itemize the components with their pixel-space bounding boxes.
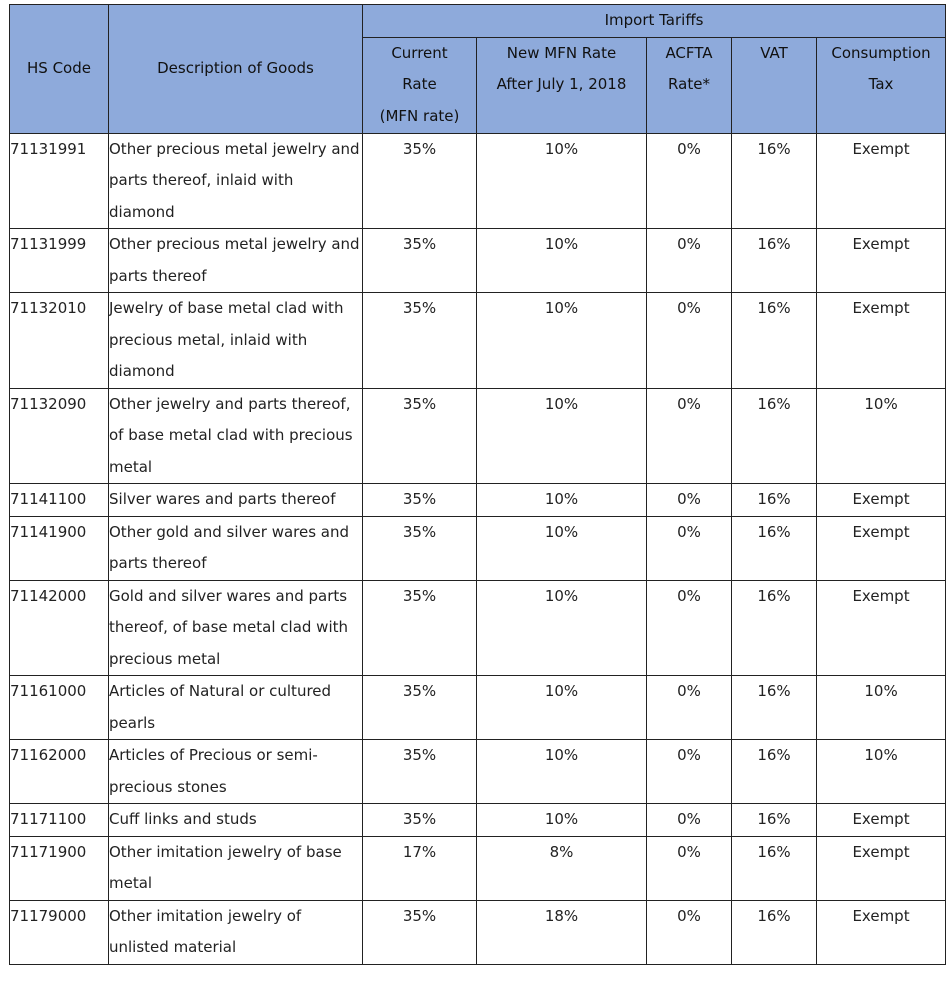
description-cell: Other jewelry and parts thereof, of base metal clad with precious metal — [109, 388, 363, 484]
current-rate-cell: 35% — [363, 516, 477, 580]
table-row — [10, 740, 946, 804]
vat-cell: 16% — [732, 388, 817, 484]
consumption-tax-cell: 10% — [817, 676, 946, 740]
header-hs-code: HS Code — [10, 5, 109, 134]
header-current-rate-line-1: Current — [391, 43, 448, 62]
vat-cell: 16% — [732, 804, 817, 837]
consumption-tax-cell: Exempt — [817, 804, 946, 837]
header-consumption-line-2: Tax — [868, 75, 894, 93]
current-rate-cell: 35% — [363, 484, 477, 517]
vat-cell: 16% — [732, 484, 817, 517]
hs-code-cell: 71131999 — [10, 229, 109, 293]
consumption-tax-cell: Exempt — [817, 293, 946, 389]
description-cell: Articles of Precious or semi-precious stones — [109, 740, 363, 804]
acfta-rate-cell: 0% — [647, 900, 732, 964]
hs-code-cell: 71162000 — [10, 740, 109, 804]
vat-cell: 16% — [732, 133, 817, 229]
table-row — [10, 133, 946, 229]
description-cell: Other imitation jewelry of unlisted material — [109, 900, 363, 964]
vat-cell: 16% — [732, 229, 817, 293]
acfta-rate-cell: 0% — [647, 836, 732, 900]
consumption-tax-cell: Exempt — [817, 133, 946, 229]
current-rate-cell: 17% — [363, 836, 477, 900]
new-mfn-rate-cell: 10% — [477, 293, 647, 389]
header-import-tariffs: Import Tariffs — [363, 5, 946, 38]
hs-code-cell: 71131991 — [10, 133, 109, 229]
consumption-tax-cell: Exempt — [817, 229, 946, 293]
header-new-mfn-line-2: After July 1, 2018 — [496, 75, 627, 93]
hs-code-cell: 71171900 — [10, 836, 109, 900]
hs-code-cell: 71179000 — [10, 900, 109, 964]
table-row — [10, 580, 946, 676]
current-rate-cell: 35% — [363, 293, 477, 389]
vat-cell: 16% — [732, 676, 817, 740]
current-rate-cell: 35% — [363, 676, 477, 740]
consumption-tax-cell: 10% — [817, 740, 946, 804]
header-acfta-line-1: ACFTA — [665, 43, 713, 62]
hs-code-cell: 71132090 — [10, 388, 109, 484]
header-new-mfn-rate — [477, 37, 647, 133]
acfta-rate-cell: 0% — [647, 804, 732, 837]
hs-code-cell: 71141900 — [10, 516, 109, 580]
header-vat — [732, 37, 817, 133]
acfta-rate-cell: 0% — [647, 293, 732, 389]
description-cell: Other precious metal jewelry and parts thereof — [109, 229, 363, 293]
current-rate-cell: 35% — [363, 900, 477, 964]
new-mfn-rate-cell: 10% — [477, 388, 647, 484]
consumption-tax-cell: Exempt — [817, 516, 946, 580]
acfta-rate-cell: 0% — [647, 580, 732, 676]
description-cell: Jewelry of base metal clad with precious metal, inlaid with diamond — [109, 293, 363, 389]
new-mfn-rate-cell: 10% — [477, 804, 647, 837]
vat-cell: 16% — [732, 516, 817, 580]
consumption-tax-cell: 10% — [817, 388, 946, 484]
current-rate-cell: 35% — [363, 229, 477, 293]
table-row — [10, 484, 946, 517]
description-cell: Other imitation jewelry of base metal — [109, 836, 363, 900]
description-cell: Articles of Natural or cultured pearls — [109, 676, 363, 740]
current-rate-cell: 35% — [363, 804, 477, 837]
hs-code-cell: 71132010 — [10, 293, 109, 389]
description-cell: Silver wares and parts thereof — [109, 484, 363, 517]
new-mfn-rate-cell: 10% — [477, 229, 647, 293]
consumption-tax-cell: Exempt — [817, 836, 946, 900]
new-mfn-rate-cell: 10% — [477, 740, 647, 804]
acfta-rate-cell: 0% — [647, 388, 732, 484]
table-body — [10, 133, 946, 964]
hs-code-cell: 71141100 — [10, 484, 109, 517]
current-rate-cell: 35% — [363, 133, 477, 229]
current-rate-cell: 35% — [363, 580, 477, 676]
acfta-rate-cell: 0% — [647, 516, 732, 580]
header-acfta-rate — [647, 37, 732, 133]
new-mfn-rate-cell: 10% — [477, 133, 647, 229]
table-row — [10, 836, 946, 900]
new-mfn-rate-cell: 8% — [477, 836, 647, 900]
vat-cell: 16% — [732, 580, 817, 676]
acfta-rate-cell: 0% — [647, 676, 732, 740]
acfta-rate-cell: 0% — [647, 740, 732, 804]
table-row — [10, 293, 946, 389]
new-mfn-rate-cell: 10% — [477, 516, 647, 580]
description-cell: Gold and silver wares and parts thereof, of base metal clad with precious metal — [109, 580, 363, 676]
table-row — [10, 804, 946, 837]
acfta-rate-cell: 0% — [647, 229, 732, 293]
hs-code-cell: 71171100 — [10, 804, 109, 837]
current-rate-cell: 35% — [363, 388, 477, 484]
consumption-tax-cell: Exempt — [817, 900, 946, 964]
consumption-tax-cell: Exempt — [817, 484, 946, 517]
table-row — [10, 676, 946, 740]
description-cell: Other precious metal jewelry and parts thereof, inlaid with diamond — [109, 133, 363, 229]
header-vat-line: VAT — [760, 43, 788, 62]
header-description: Description of Goods — [109, 5, 363, 134]
hs-code-cell: 71142000 — [10, 580, 109, 676]
consumption-tax-cell: Exempt — [817, 580, 946, 676]
table-row — [10, 229, 946, 293]
current-rate-cell: 35% — [363, 740, 477, 804]
vat-cell: 16% — [732, 900, 817, 964]
description-cell: Other gold and silver wares and parts thereof — [109, 516, 363, 580]
table-header — [10, 5, 946, 134]
hs-code-cell: 71161000 — [10, 676, 109, 740]
table-row — [10, 388, 946, 484]
table-row — [10, 900, 946, 964]
header-current-rate — [363, 37, 477, 133]
new-mfn-rate-cell: 18% — [477, 900, 647, 964]
header-consumption-tax — [817, 37, 946, 133]
acfta-rate-cell: 0% — [647, 133, 732, 229]
vat-cell: 16% — [732, 836, 817, 900]
table-row — [10, 516, 946, 580]
header-current-rate-line-2: Rate — [402, 75, 437, 93]
header-consumption-line-1: Consumption — [831, 43, 931, 62]
description-cell: Cuff links and studs — [109, 804, 363, 837]
header-new-mfn-line-1: New MFN Rate — [506, 43, 617, 62]
vat-cell: 16% — [732, 740, 817, 804]
vat-cell: 16% — [732, 293, 817, 389]
new-mfn-rate-cell: 10% — [477, 676, 647, 740]
tariff-table — [9, 4, 946, 965]
new-mfn-rate-cell: 10% — [477, 484, 647, 517]
new-mfn-rate-cell: 10% — [477, 580, 647, 676]
acfta-rate-cell: 0% — [647, 484, 732, 517]
header-acfta-line-2: Rate* — [668, 75, 710, 93]
header-current-rate-line-3: (MFN rate) — [379, 106, 460, 125]
